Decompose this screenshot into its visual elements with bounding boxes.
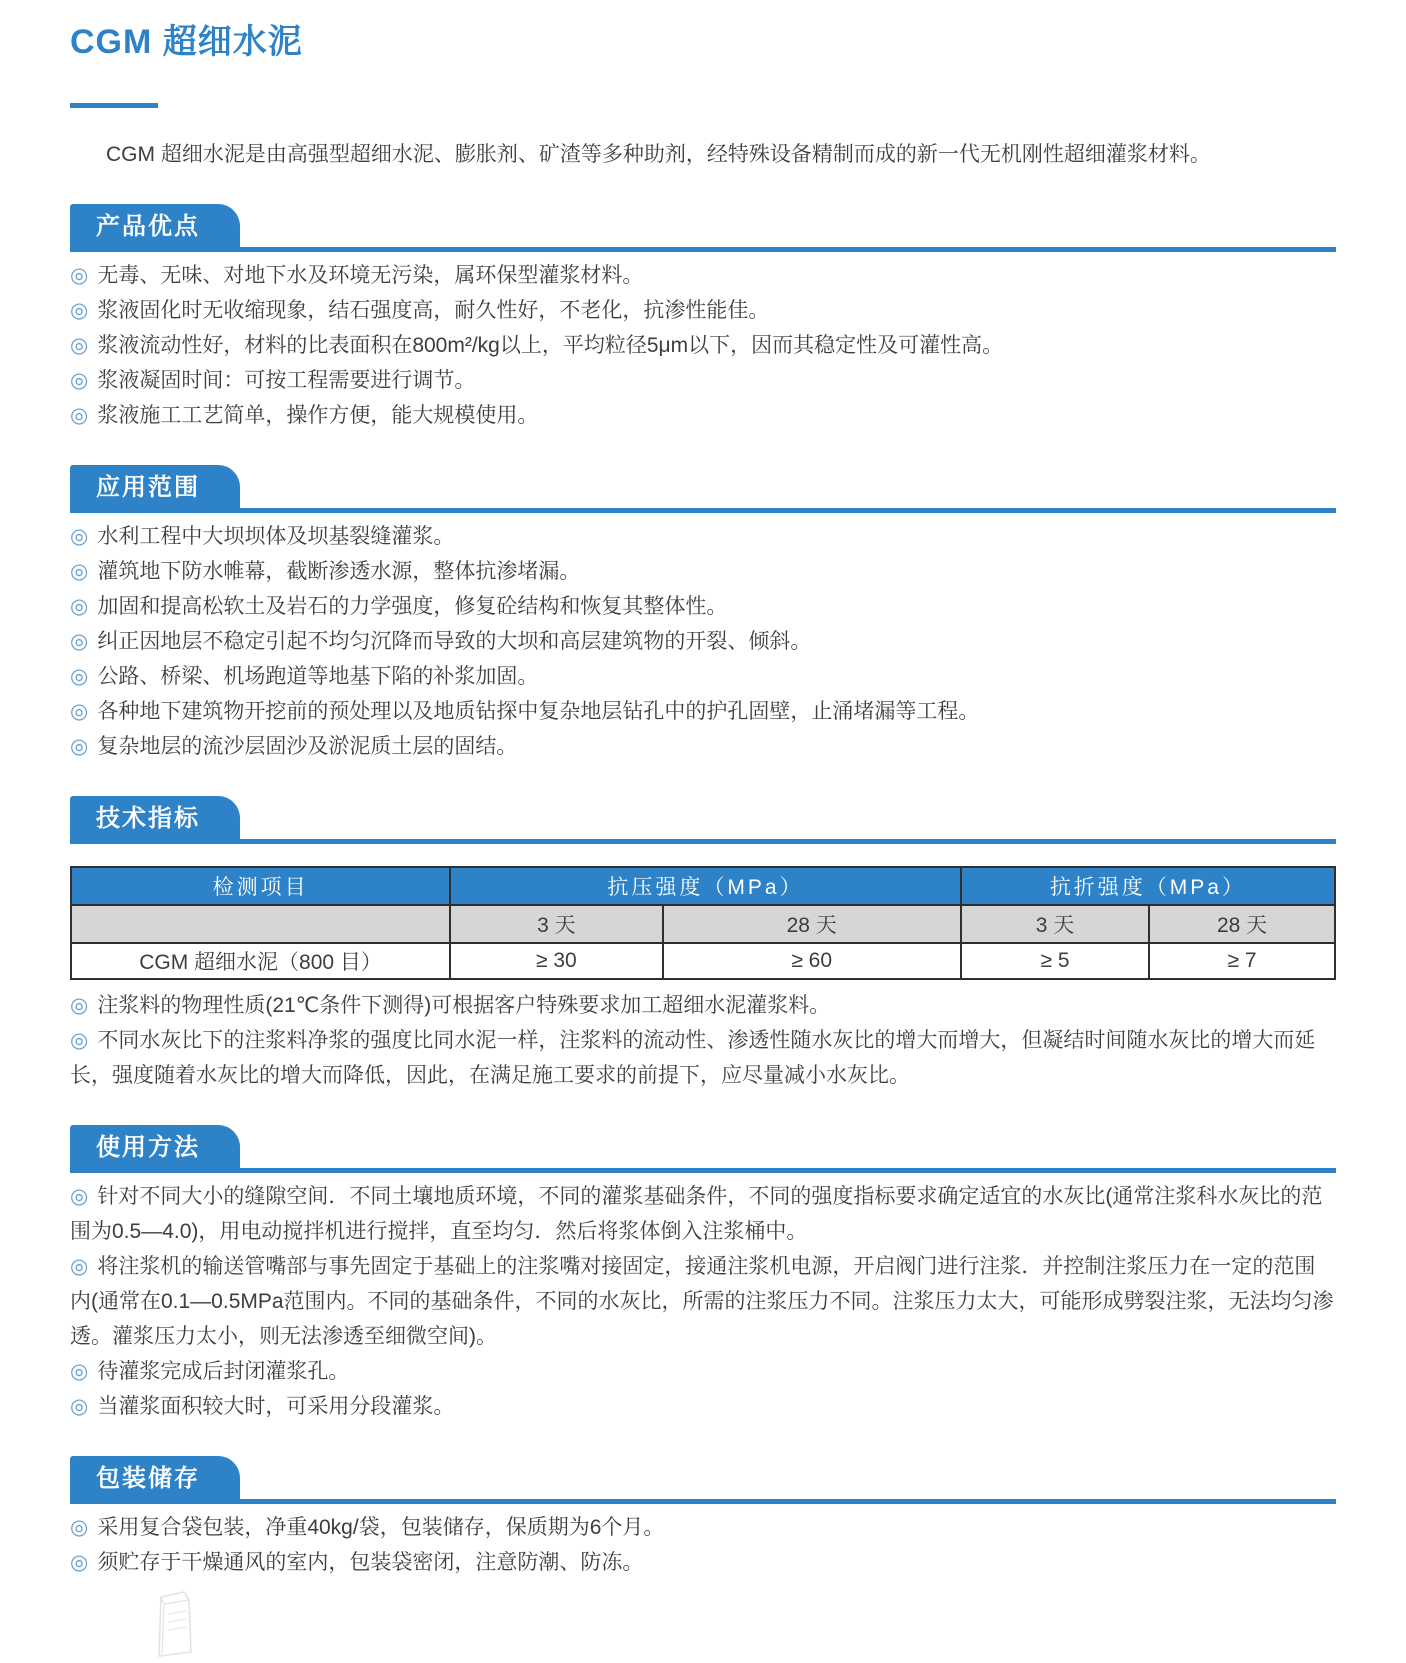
list-item	[70, 1249, 1336, 1354]
list-item	[70, 258, 1336, 293]
section-title-tab	[70, 204, 240, 247]
list-item	[70, 694, 1336, 729]
bullet-icon: ◎	[70, 630, 89, 653]
list-item-text: 待灌浆完成后封闭灌浆孔。	[97, 1360, 350, 1383]
list-item-text: 采用复合袋包装，净重40kg/袋，包装储存，保质期为6个月。	[97, 1516, 665, 1539]
list-item	[70, 363, 1336, 398]
table-header-flexural: 抗折强度（MPa）	[961, 867, 1335, 905]
bullet-icon: ◎	[70, 994, 89, 1017]
bullet-icon: ◎	[70, 1516, 89, 1539]
bullet-icon: ◎	[70, 1029, 89, 1052]
list-item	[70, 659, 1336, 694]
list-item	[70, 1389, 1336, 1424]
list-item-text: 注浆料的物理性质(21℃条件下测得)可根据客户特殊要求加工超细水泥灌浆料。	[97, 994, 831, 1017]
title-underline	[70, 103, 158, 108]
table-subheader-cell: 3 天	[450, 905, 662, 943]
list-item-text: 浆液凝固时间：可按工程需要进行调节。	[97, 369, 476, 392]
list-item	[70, 398, 1336, 433]
section-title: 应用范围	[96, 474, 200, 501]
list-item-text: 水利工程中大坝坝体及坝基裂缝灌浆。	[97, 525, 455, 548]
list-item-text: 加固和提高松软土及岩石的力学强度，修复砼结构和恢复其整体性。	[97, 595, 728, 618]
section-title-tab	[70, 465, 240, 508]
section-header-bar	[70, 1125, 1336, 1173]
applications-list	[70, 519, 1336, 764]
table-cell-value: ≥ 30	[450, 943, 662, 979]
list-item	[70, 988, 1336, 1023]
list-item-text: 浆液施工工艺简单，操作方便，能大规模使用。	[97, 404, 539, 427]
section-title-tab	[70, 1456, 240, 1499]
list-item-text: 各种地下建筑物开挖前的预处理以及地质钻探中复杂地层钻孔中的护孔固壁，止涌堵漏等工程。	[97, 700, 980, 723]
list-item	[70, 1545, 1336, 1580]
table-row	[71, 943, 1335, 979]
specs-table	[70, 866, 1336, 980]
section-title-tab	[70, 796, 240, 839]
bullet-icon: ◎	[70, 735, 89, 758]
table-subheader-cell: 3 天	[961, 905, 1149, 943]
list-item-text: 当灌浆面积较大时，可采用分段灌浆。	[97, 1395, 455, 1418]
list-item	[70, 554, 1336, 589]
section-header-bar	[70, 1456, 1336, 1504]
section-specs	[70, 796, 1336, 1093]
section-header-bar	[70, 796, 1336, 844]
section-packaging	[70, 1456, 1336, 1663]
bullet-icon: ◎	[70, 264, 89, 287]
table-header-compressive: 抗压强度（MPa）	[450, 867, 961, 905]
list-item	[70, 293, 1336, 328]
list-item	[70, 1510, 1336, 1545]
advantages-list	[70, 258, 1336, 433]
table-subheader-row	[71, 905, 1335, 943]
table-cell-value: ≥ 5	[961, 943, 1149, 979]
section-title: 技术指标	[96, 805, 200, 832]
list-item	[70, 1179, 1336, 1249]
bullet-icon: ◎	[70, 525, 89, 548]
bullet-icon: ◎	[70, 299, 89, 322]
section-title: 产品优点	[96, 213, 200, 240]
list-item-text: 公路、桥梁、机场跑道等地基下陷的补浆加固。	[97, 665, 539, 688]
list-item-text: 浆液流动性好，材料的比表面积在800m²/kg以上，平均粒径5μm以下，因而其稳定性及可灌性高。	[97, 334, 1004, 357]
list-item-text: 针对不同大小的缝隙空间．不同土壤地质环境，不同的灌浆基础条件，不同的强度指标要求确定适宜的水灰比(通常注浆科水灰比的范围为0.5—4.0)，用电动搅拌机进行搅拌，直至均匀．然后将浆体倒入注浆桶中。	[70, 1185, 1323, 1243]
cement-bag-image	[146, 1588, 202, 1658]
list-item-text: 浆液固化时无收缩现象，结石强度高，耐久性好，不老化，抗渗性能佳。	[97, 299, 770, 322]
page-title: CGM 超细水泥	[70, 23, 303, 61]
bullet-icon: ◎	[70, 700, 89, 723]
packaging-list	[70, 1510, 1336, 1580]
list-item	[70, 328, 1336, 363]
specs-notes	[70, 988, 1336, 1093]
section-applications	[70, 465, 1336, 764]
table-header-row	[71, 867, 1335, 905]
list-item-text: 纠正因地层不稳定引起不均匀沉降而导致的大坝和高层建筑物的开裂、倾斜。	[97, 630, 812, 653]
bullet-icon: ◎	[70, 369, 89, 392]
list-item-text: 复杂地层的流沙层固沙及淤泥质土层的固结。	[97, 735, 518, 758]
bullet-icon: ◎	[70, 560, 89, 583]
section-header-bar	[70, 204, 1336, 252]
section-title: 包装储存	[96, 1465, 200, 1492]
list-item-text: 须贮存于干燥通风的室内，包装袋密闭，注意防潮、防冻。	[97, 1551, 644, 1574]
table-header-project: 检测项目	[71, 867, 450, 905]
table-subheader-empty	[71, 905, 450, 943]
bullet-icon: ◎	[70, 1185, 89, 1208]
list-item	[70, 519, 1336, 554]
bullet-icon: ◎	[70, 334, 89, 357]
list-item-text: 灌筑地下防水帷幕，截断渗透水源，整体抗渗堵漏。	[97, 560, 581, 583]
usage-list	[70, 1179, 1336, 1424]
list-item-text: 无毒、无味、对地下水及环境无污染，属环保型灌浆材料。	[97, 264, 644, 287]
section-title: 使用方法	[96, 1134, 200, 1161]
table-subheader-cell: 28 天	[663, 905, 961, 943]
bullet-icon: ◎	[70, 1551, 89, 1574]
intro-paragraph: CGM 超细水泥是由高强型超细水泥、膨胀剂、矿渣等多种助剂，经特殊设备精制而成的新一代无机刚性超细灌浆材料。	[106, 143, 1211, 166]
bullet-icon: ◎	[70, 1360, 89, 1383]
table-subheader-cell: 28 天	[1149, 905, 1335, 943]
list-item	[70, 729, 1336, 764]
bullet-icon: ◎	[70, 1255, 89, 1278]
bullet-icon: ◎	[70, 404, 89, 427]
section-usage	[70, 1125, 1336, 1424]
table-row-name: CGM 超细水泥（800 目）	[71, 943, 450, 979]
section-advantages	[70, 204, 1336, 433]
bullet-icon: ◎	[70, 665, 89, 688]
table-cell-value: ≥ 60	[663, 943, 961, 979]
list-item	[70, 624, 1336, 659]
bullet-icon: ◎	[70, 1395, 89, 1418]
list-item	[70, 1023, 1336, 1093]
list-item	[70, 1354, 1336, 1389]
section-header-bar	[70, 465, 1336, 513]
bullet-icon: ◎	[70, 595, 89, 618]
list-item-text: 将注浆机的输送管嘴部与事先固定于基础上的注浆嘴对接固定，接通注浆机电源，开启阀门进行注浆．并控制注浆压力在一定的范围内(通常在0.1—0.5MPa范围内。不同的基础条件，不同的水灰比，所需的注浆压力不同。注浆压力太大，可能形成劈裂注浆，无法均匀渗透。灌浆压力太小，则无法渗透至细微空间)。	[70, 1255, 1334, 1348]
list-item	[70, 589, 1336, 624]
table-cell-value: ≥ 7	[1149, 943, 1335, 979]
list-item-text: 不同水灰比下的注浆料净浆的强度比同水泥一样，注浆料的流动性、渗透性随水灰比的增大而增大，但凝结时间随水灰比的增大而延长，强度随着水灰比的增大而降低，因此，在满足施工要求的前提下，应尽量减小水灰比。	[70, 1029, 1316, 1087]
section-title-tab	[70, 1125, 240, 1168]
